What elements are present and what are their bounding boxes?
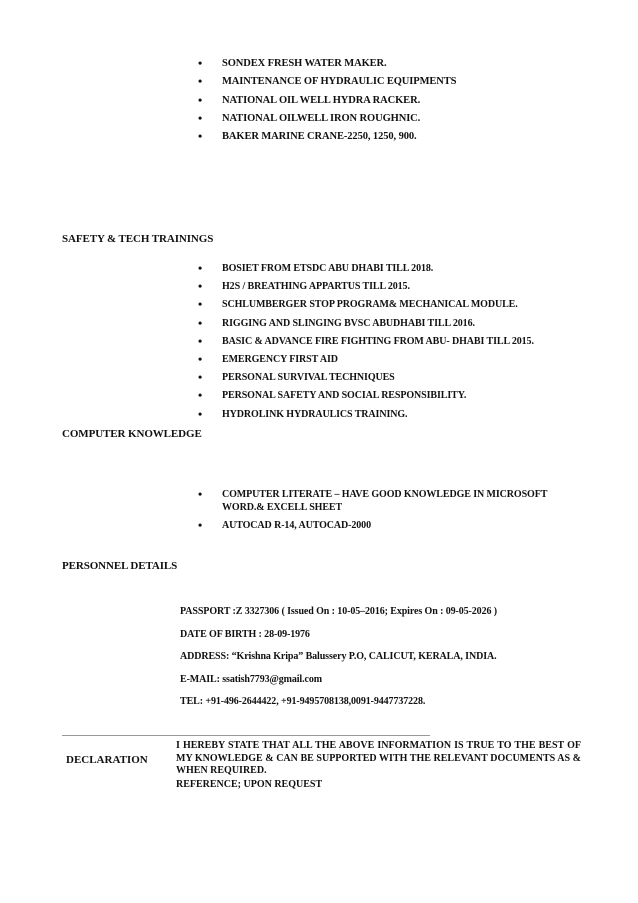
tel-line: TEL: +91-496-2644422, +91-9495708138,0091-9447737228. <box>180 696 426 707</box>
list-item: • H2S / BREATHING APPARTUS TILL 2015. <box>222 280 534 293</box>
list-item: • PERSONAL SAFETY AND SOCIAL RESPONSIBILITY. <box>222 389 534 402</box>
list-item: • HYDROLINK HYDRAULICS TRAINING. <box>222 408 534 421</box>
list-item: • BOSIET FROM ETSDC ABU DHABI TILL 2018. <box>222 262 534 275</box>
computer-heading: COMPUTER KNOWLEDGE <box>62 428 202 440</box>
email-line: E-MAIL: ssatish7793@gmail.com <box>180 673 322 685</box>
list-item: • SCHLUMBERGER STOP PROGRAM& MECHANICAL MODULE. <box>222 298 534 311</box>
list-item: • BAKER MARINE CRANE-2250, 1250, 900. <box>222 130 456 143</box>
personal-details <box>180 605 497 718</box>
list-item: • COMPUTER LITERATE – HAVE GOOD KNOWLEDGE IN MICROSOFT WORD.& EXCELL SHEET <box>222 488 582 514</box>
declaration-text: I HEREBY STATE THAT ALL THE ABOVE INFORMATION IS TRUE TO THE BEST OF MY KNOWLEDGE & CAN BE SUPPORTED WITH THE RELEVANT DOCUMENTS AS & WHEN REQUIRED. <box>176 740 581 776</box>
list-item: • NATIONAL OIL WELL HYDRA RACKER. <box>222 94 456 107</box>
list-item: • SONDEX FRESH WATER MAKER. <box>222 57 456 70</box>
computer-knowledge-list <box>222 488 582 537</box>
list-item: • MAINTENANCE OF HYDRAULIC EQUIPMENTS <box>222 75 456 88</box>
list-item: • PERSONAL SURVIVAL TECHNIQUES <box>222 371 534 384</box>
dob-line: DATE OF BIRTH : 28-09-1976 <box>180 628 310 640</box>
list-item: • RIGGING AND SLINGING BVSC ABUDHABI TILL 2016. <box>222 317 534 330</box>
equipment-list <box>222 57 456 148</box>
list-item: • AUTOCAD R-14, AUTOCAD-2000 <box>222 519 582 532</box>
safety-heading: SAFETY & TECH TRAININGS <box>62 233 214 245</box>
list-item: • BASIC & ADVANCE FIRE FIGHTING FROM ABU- DHABI TILL 2015. <box>222 335 534 348</box>
passport-line: PASSPORT :Z 3327306 ( Issued On : 10-05–2016; Expires On : 09-05-2026 ) <box>180 606 498 617</box>
reference-line: REFERENCE; UPON REQUEST <box>176 779 323 790</box>
personal-heading: PERSONNEL DETAILS <box>62 560 178 572</box>
list-item: • NATIONAL OILWELL IRON ROUGHNIC. <box>222 112 456 125</box>
address-line: ADDRESS: “Krishna Kripa” Balussery P.O, CALICUT, KERALA, INDIA. <box>180 651 497 662</box>
declaration-label: DECLARATION <box>66 754 148 766</box>
divider <box>62 735 430 736</box>
safety-training-list <box>222 262 534 426</box>
list-item: • EMERGENCY FIRST AID <box>222 353 534 366</box>
